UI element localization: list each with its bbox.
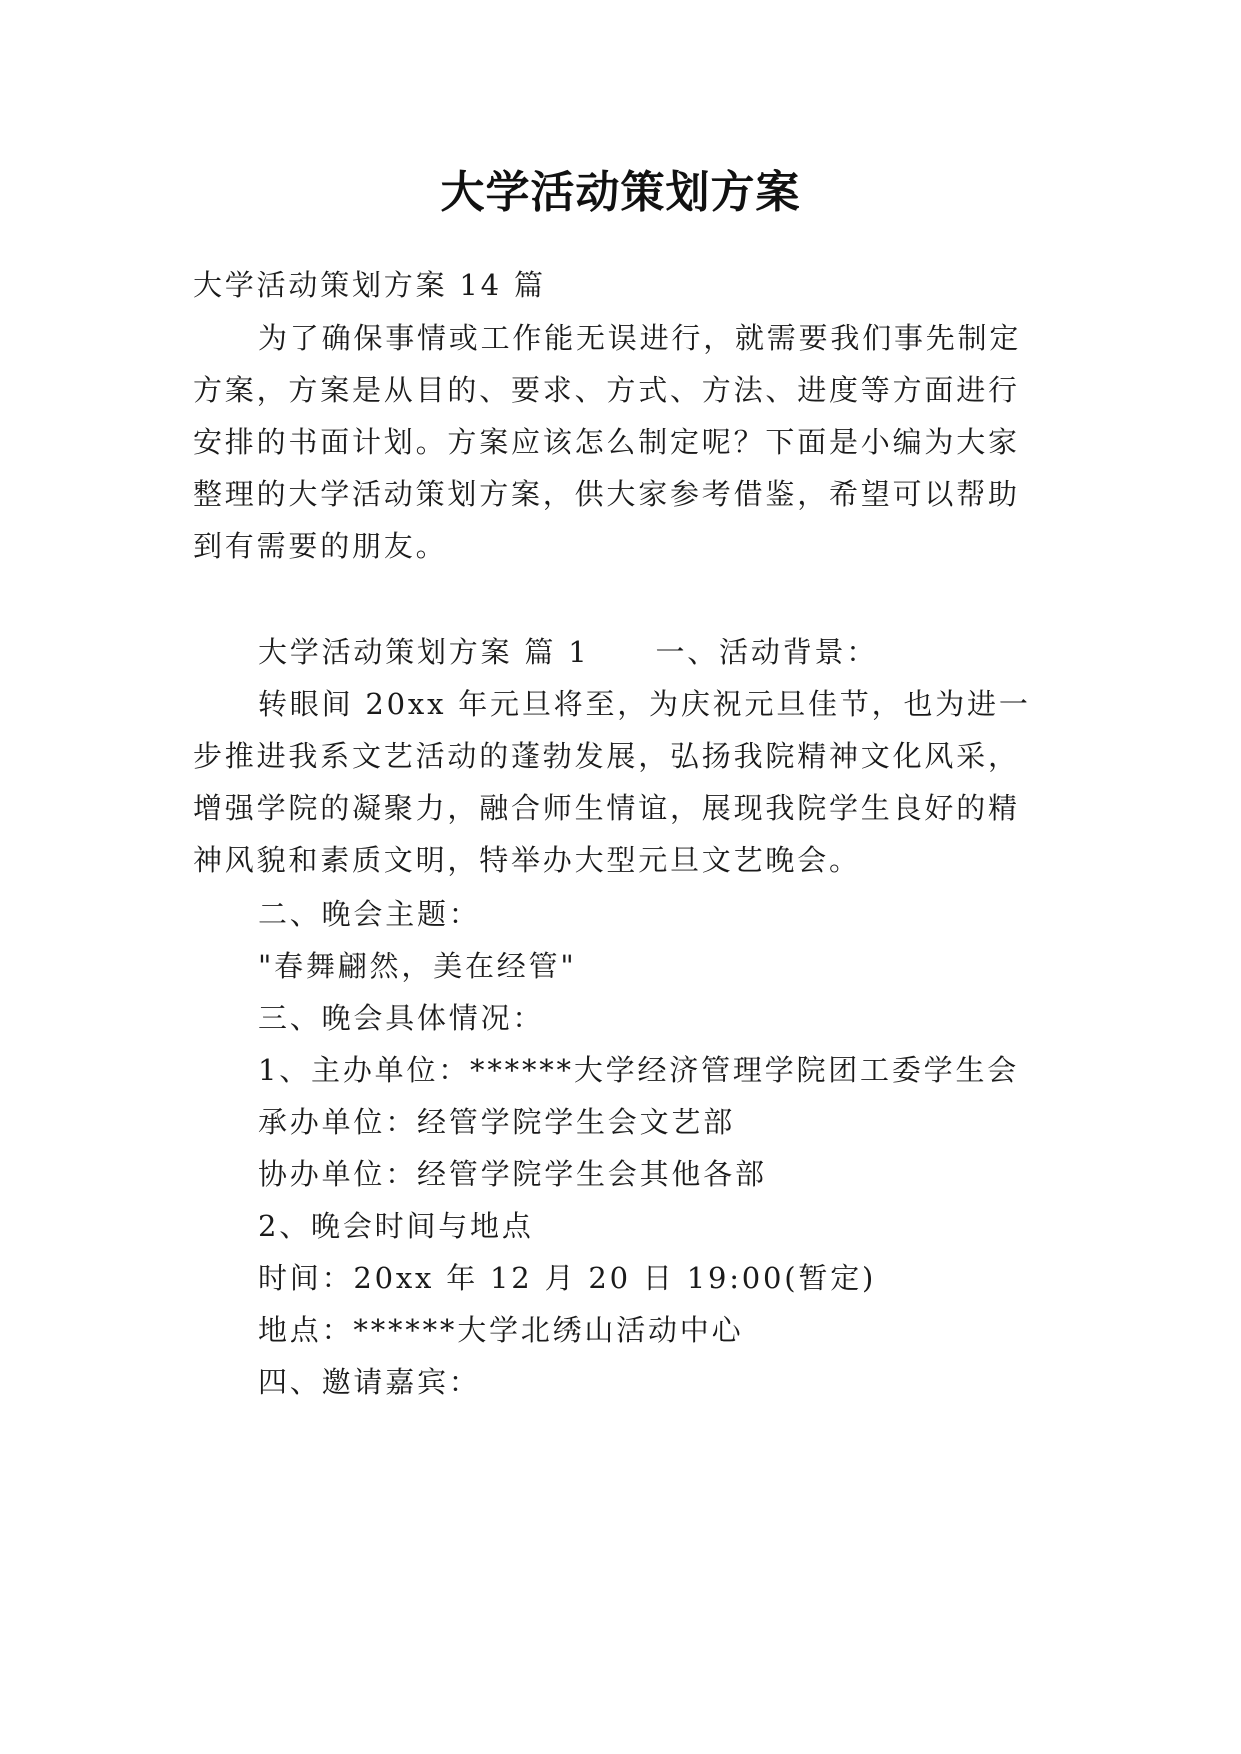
- theme-text: "春舞翩然，美在经管": [258, 949, 577, 983]
- co-organizer-line: 协办单位：经管学院学生会其他各部: [258, 1157, 767, 1191]
- organizer-line: 1、主办单位：******大学经济管理学院团工委学生会: [258, 1053, 1020, 1087]
- intro-line-3: 安排的书面计划。方案应该怎么制定呢？下面是小编为大家: [193, 425, 1020, 459]
- background-line-3: 增强学院的凝聚力，融合师生情谊，展现我院学生良好的精: [193, 791, 1020, 825]
- background-heading: 一、活动背景：: [655, 635, 879, 669]
- guests-heading: 四、邀请嘉宾：: [258, 1365, 481, 1399]
- time-line: 时间：20xx 年 12 月 20 日 19:00(暂定): [258, 1261, 877, 1295]
- undertaker-line: 承办单位：经管学院学生会文艺部: [258, 1105, 736, 1139]
- intro-line-5: 到有需要的朋友。: [193, 529, 448, 563]
- background-line-2: 步推进我系文艺活动的蓬勃发展，弘扬我院精神文化风采，: [193, 739, 1020, 773]
- section1-heading: 大学活动策划方案 篇 1: [258, 635, 590, 669]
- intro-line-1: 为了确保事情或工作能无误进行，就需要我们事先制定: [258, 321, 1022, 355]
- intro-line-4: 整理的大学活动策划方案，供大家参考借鉴，希望可以帮助: [193, 477, 1020, 511]
- theme-heading: 二、晚会主题：: [258, 897, 481, 931]
- details-heading: 三、晚会具体情况：: [258, 1001, 545, 1035]
- document-subtitle: 大学活动策划方案 14 篇: [193, 268, 546, 302]
- time-place-heading: 2、晚会时间与地点: [258, 1209, 534, 1243]
- document-title: 大学活动策划方案: [440, 167, 801, 218]
- section1-heading-line: [258, 632, 878, 672]
- background-line-4: 神风貌和素质文明，特举办大型元旦文艺晚会。: [193, 843, 861, 877]
- place-line: 地点：******大学北绣山活动中心: [258, 1313, 744, 1347]
- intro-line-2: 方案，方案是从目的、要求、方式、方法、进度等方面进行: [193, 373, 1020, 407]
- background-line-1: 转眼间 20xx 年元旦将至，为庆祝元旦佳节，也为进一: [258, 687, 1031, 721]
